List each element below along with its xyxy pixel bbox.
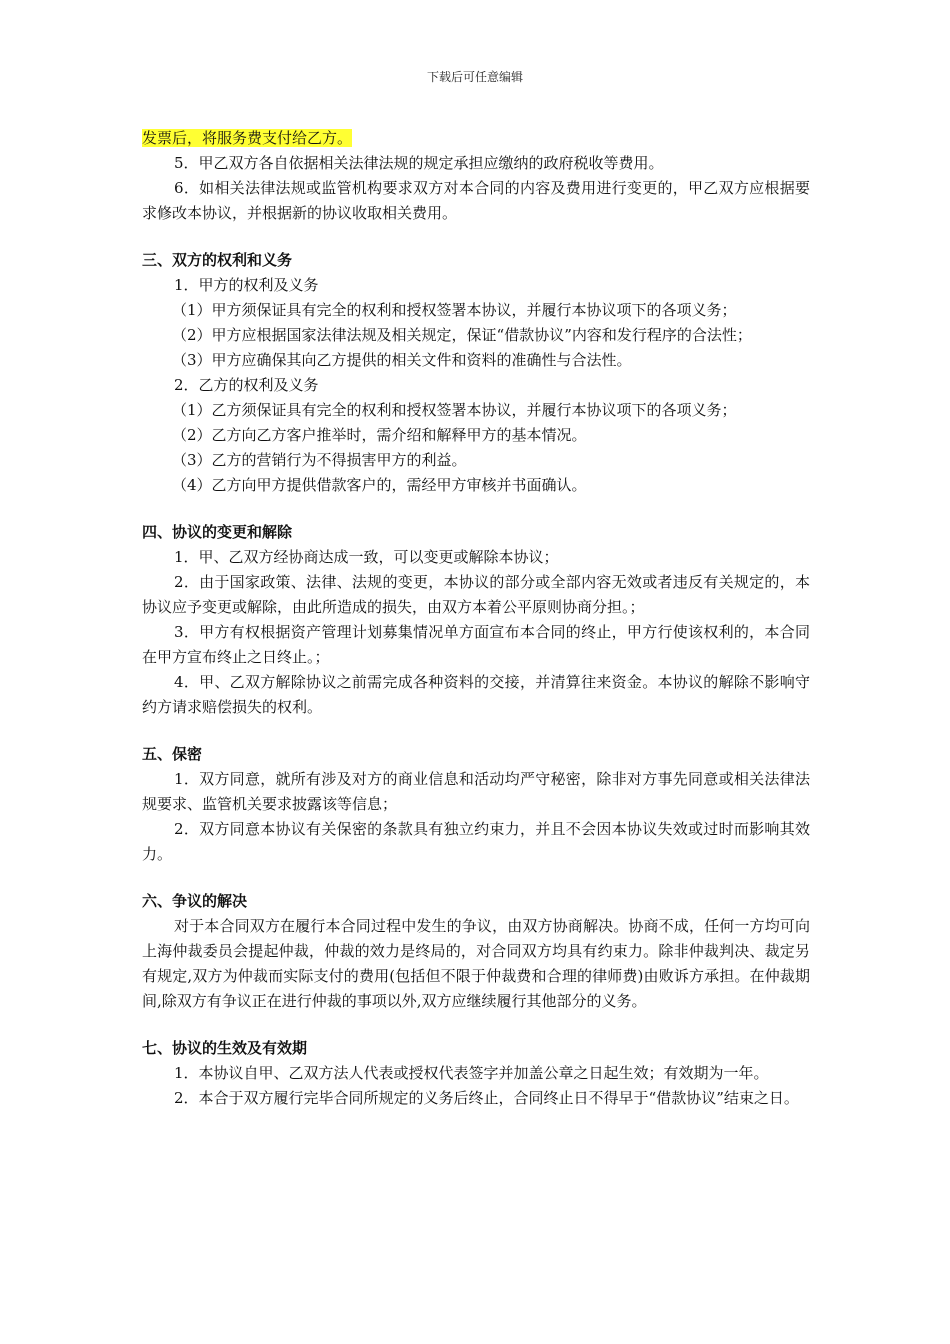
- section-7-item: 1．本协议自甲、乙双方法人代表或授权代表签字并加盖公章之日起生效；有效期为一年。: [174, 1064, 769, 1082]
- section-3-party-a-item: （3）甲方应确保其向乙方提供的相关文件和资料的准确性与合法性。: [172, 351, 632, 369]
- intro-item-6: 6．如相关法律法规或监管机构要求双方对本合同的内容及费用进行变更的，甲乙双方应根据要求修改本协议，并根据新的协议收取相关费用。: [142, 179, 810, 222]
- section-7-title: 七、协议的生效及有效期: [142, 1039, 308, 1057]
- section-3-title: 三、双方的权利和义务: [142, 251, 293, 269]
- section-4-title: 四、协议的变更和解除: [142, 523, 293, 541]
- page-header: 下载后可任意编辑: [426, 70, 523, 84]
- section-3-party-b-item: （1）乙方须保证具有完全的权利和授权签署本协议，并履行本协议项下的各项义务；: [172, 401, 737, 419]
- section-3-party-a-item: （1）甲方须保证具有完全的权利和授权签署本协议，并履行本协议项下的各项义务；: [172, 301, 737, 319]
- section-6-paragraph: 对于本合同双方在履行本合同过程中发生的争议，由双方协商解决。协商不成，任何一方均可向上海仲裁委员会提起仲裁，仲裁的效力是终局的，对合同双方均具有约束力。除非仲裁判决、裁定另有规定,双方为仲裁而实际支付的费用(包括但不限于仲裁费和合理的律师费)由败诉方承担。在仲裁期间,除双方有争议正在进行仲裁的事项以外,双方应继续履行其他部分的义务。: [142, 917, 810, 1010]
- section-3-party-a-title: 1．甲方的权利及义务: [174, 276, 319, 294]
- section-7-item: 2．本合于双方履行完毕合同所规定的义务后终止，合同终止日不得早于“借款协议”结束之日。: [174, 1089, 799, 1107]
- section-5-item: 2．双方同意本协议有关保密的条款具有独立约束力，并且不会因本协议失效或过时而影响其效力。: [142, 820, 810, 863]
- section-3-party-a-item: （2）甲方应根据国家法律法规及相关规定，保证“借款协议”内容和发行程序的合法性；: [172, 326, 752, 344]
- section-5-title: 五、保密: [142, 745, 203, 763]
- section-5-item: 1．双方同意，就所有涉及对方的商业信息和活动均严守秘密，除非对方事先同意或相关法律法规要求、监管机关要求披露该等信息；: [142, 770, 810, 813]
- section-3-party-b-item: （2）乙方向乙方客户推举时，需介绍和解释甲方的基本情况。: [172, 426, 587, 444]
- section-4-item: 4．甲、乙双方解除协议之前需完成各种资料的交接，并清算往来资金。本协议的解除不影响守约方请求赔偿损失的权利。: [142, 673, 810, 716]
- section-6-title: 六、争议的解决: [142, 892, 248, 910]
- document-body: [142, 126, 810, 1111]
- section-4-item: 3．甲方有权根据资产管理计划募集情况单方面宣布本合同的终止，甲方行使该权利的，本合同在甲方宣布终止之日终止。；: [142, 623, 810, 666]
- section-3-party-b-item: （4）乙方向甲方提供借款客户的，需经甲方审核并书面确认。: [172, 476, 587, 494]
- section-3-party-b-item: （3）乙方的营销行为不得损害甲方的利益。: [172, 451, 467, 469]
- intro-item-5: 5．甲乙双方各自依据相关法律法规的规定承担应缴纳的政府税收等费用。: [174, 154, 664, 172]
- highlighted-text: 发票后，将服务费支付给乙方。: [142, 129, 353, 147]
- section-3-party-b-title: 2．乙方的权利及义务: [174, 376, 319, 394]
- section-4-item: 1．甲、乙双方经协商达成一致，可以变更或解除本协议；: [174, 548, 559, 566]
- section-4-item: 2．由于国家政策、法律、法规的变更，本协议的部分或全部内容无效或者违反有关规定的，本协议应予变更或解除，由此所造成的损失，由双方本着公平原则协商分担。；: [142, 573, 810, 616]
